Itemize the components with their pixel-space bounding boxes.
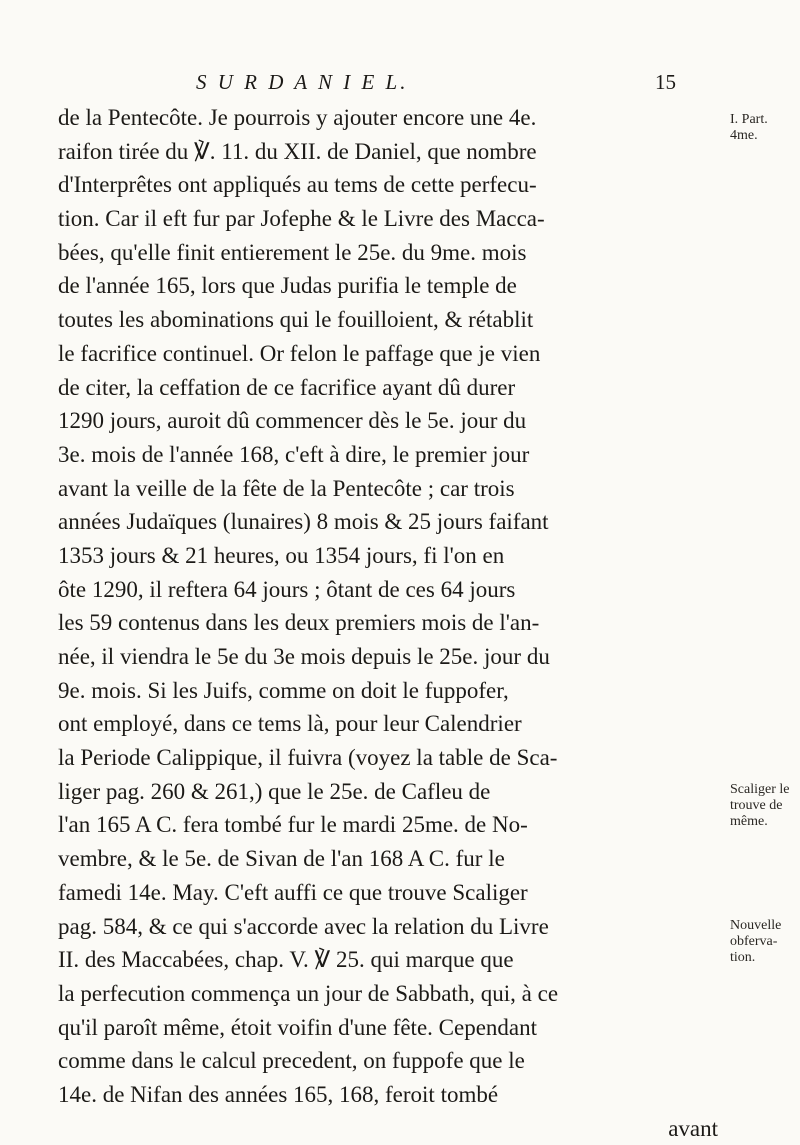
text-line: de l'année 165, lors que Judas purifia le temple de <box>58 273 517 299</box>
margin-note-scaliger: Scaliger le trouve de même. <box>730 782 790 829</box>
text-line: raifon tirée du ℣. 11. du XII. de Daniel, que nombre <box>58 138 537 164</box>
text-line: d'Interprêtes ont appliqués au tems de cette perfecu- <box>58 172 537 198</box>
text-line: de la Pentecôte. Je pourrois y ajouter encore une 4e. <box>58 105 537 130</box>
text-line: 1290 jours, auroit dû commencer dès le 5e. jour du <box>58 408 527 434</box>
text-line: 1353 jours & 21 heures, ou 1354 jours, fi l'on en <box>58 542 505 568</box>
text-line: toutes les abominations qui le fouilloient, & rétablit <box>58 307 534 333</box>
running-head <box>196 70 676 100</box>
text-line: 3e. mois de l'année 168, c'eft à dire, le premier jour <box>58 441 530 467</box>
text-line: les 59 contenus dans les deux premiers mois de l'an- <box>58 610 540 636</box>
page-number: 15 <box>655 70 676 94</box>
margin-note-part: I. Part. 4me. <box>730 112 768 143</box>
text-line: liger pag. 260 & 261,) que le 25e. de Cafleu de <box>58 778 491 804</box>
text-line: de citer, la ceffation de ce facrifice ayant dû durer <box>58 374 516 400</box>
text-line: 14e. de Nifan des années 165, 168, feroit tombé <box>58 1081 499 1107</box>
text-line: avant la veille de la fête de la Pentecôte ; car trois <box>58 475 515 501</box>
text-line: années Judaïques (lunaires) 8 mois & 25 jours faifant <box>58 509 549 535</box>
text-line: II. des Maccabées, chap. V. ℣ 25. qui marque que <box>58 947 514 973</box>
text-line: née, il viendra le 5e du 3e mois depuis le 25e. jour du <box>58 644 550 669</box>
text-line: famedi 14e. May. C'eft auffi ce que trouve Scaliger <box>58 879 528 905</box>
margin-note-observation: Nouvelle obferva- tion. <box>730 918 782 965</box>
text-line: la perfecution commença un jour de Sabbath, qui, à ce <box>58 980 559 1006</box>
text-line: ôte 1290, il reftera 64 jours ; ôtant de ces 64 jours <box>58 576 516 602</box>
text-line: comme dans le calcul precedent, on fuppofe que le <box>58 1048 525 1074</box>
text-line: qu'il paroît même, étoit voifin d'une fête. Cependant <box>58 1014 538 1040</box>
text-line: 9e. mois. Si les Juifs, comme on doit le fuppofer, <box>58 677 509 703</box>
text-line: pag. 584, & ce qui s'accorde avec la relation du Livre <box>58 913 549 939</box>
text-line: vembre, & le 5e. de Sivan de l'an 168 A C. fur le <box>58 846 505 872</box>
text-line: ont employé, dans ce tems là, pour leur Calendrier <box>58 711 522 737</box>
text-line: tion. Car il eft fur par Jofephe & le Livre des Macca- <box>58 206 545 232</box>
text-line: la Periode Calippique, il fuivra (voyez la table de Sca- <box>58 745 558 771</box>
running-head-title: S U R D A N I E L. <box>196 70 409 94</box>
catchword: avant <box>668 1115 718 1141</box>
body-text <box>58 101 718 1145</box>
text-line: l'an 165 A C. fera tombé fur le mardi 25me. de No- <box>58 812 528 838</box>
text-line: le facrifice continuel. Or felon le paffage que je vien <box>58 340 541 366</box>
text-line: bées, qu'elle finit entierement le 25e. du 9me. mois <box>58 239 527 265</box>
